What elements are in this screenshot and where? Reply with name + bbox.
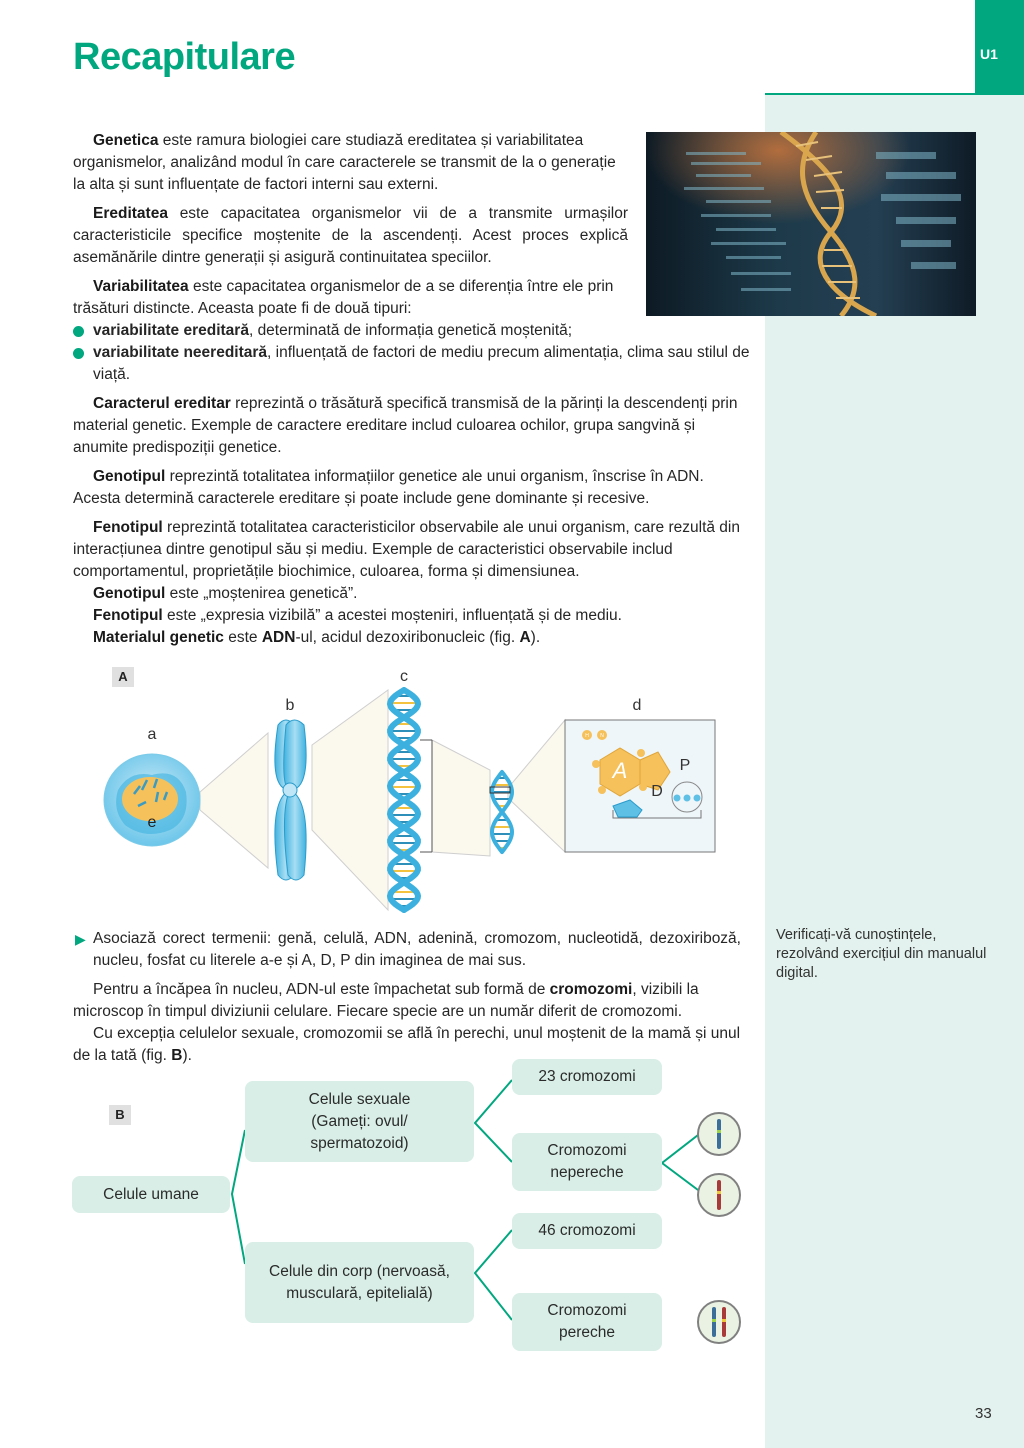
zoom-cone [312, 690, 388, 910]
letter-D: D [651, 783, 663, 800]
box-celule-corp: Celule din corp (nervoasă, musculară, epitelială) [245, 1242, 474, 1323]
figure-b-label: B [109, 1105, 131, 1125]
paragraph-text: ). [182, 1047, 192, 1064]
line-text: este „expresia vizibilă” a acestei moșteniri, influențată și de mediu. [162, 607, 622, 624]
term-ereditatea: Ereditatea [93, 205, 168, 222]
term-variabilitatea: Variabilitatea [93, 278, 189, 295]
page-number: 33 [975, 1405, 992, 1422]
paragraph-text: reprezintă o trăsătură specifică transmisă de la părinți la descendenți prin material genetic. Exemple de caractere ereditare includ culoarea ochilor, grupa sangvină și anumite predispoziții genetice. [73, 395, 738, 456]
paragraph-text: reprezintă totalitatea informațiilor genetice ale unui organism, înscrise în ADN. Acesta determină caracterele ereditare și poate include gene dominante și recesive. [73, 468, 704, 507]
sidebar-note: Verificați-vă cunoștințele, rezolvând exercițiul din manualul digital. [776, 927, 987, 981]
bullet-term: variabilitate neereditară [93, 344, 268, 361]
zoom-cone [432, 740, 490, 856]
letter-c: c [400, 668, 408, 685]
paragraph-text: Cu excepția celulelor sexuale, cromozomii se află în perechi, unul moștenit de la mamă și unul de la tată (fig. [73, 1025, 741, 1064]
chromosome-blue-icon [696, 1111, 742, 1157]
zoom-cone [200, 733, 268, 868]
paragraph-text: este capacitatea organismelor vii de a transmite urmașilor caracteristicile specifice moștenite de la ascendenți. Acest proces explică asemănările dintre generații și asigură continuitatea speciilor. [73, 205, 628, 266]
line-text: este [223, 629, 262, 646]
term-fenotipul: Fenotipul [93, 519, 163, 536]
paragraph-text: reprezintă totalitatea caracteristicilor observabile ale unui organism, care rezultă din interacțiunea dintre genotipul său și mediu. Exemple de caracteristici observabile includ comportamentul, proprietățile biochimice, culoarea, forma și dimensiunea. [73, 519, 740, 580]
zoom-cone [508, 720, 565, 852]
chromosome-illustration [275, 720, 306, 880]
bullet-item [73, 342, 753, 386]
figure-a-label: A [112, 667, 134, 687]
exercise-text: Asociază corect termenii: genă, celulă, ADN, adenină, cromozom, nucleotidă, dezoxiriboză, nucleu, fosfat cu literele a-e și A, D, P din imaginea de mai sus. [93, 930, 741, 969]
line-genotip [73, 583, 743, 605]
paragraph-genetica [73, 130, 628, 196]
atom-n: N [600, 733, 604, 739]
term-genetica: Genetica [93, 132, 159, 149]
term-genotipul: Genotipul [93, 585, 166, 602]
bullet-text: , influențată de factori de mediu precum alimentația, clima sau stilul de viață. [93, 344, 750, 383]
bullet-term: variabilitate ereditară [93, 322, 249, 339]
paragraph-text: , vizibili la microscop în timpul diviziunii celulare. Fiecare specie are un număr diferit de cromozomi. [73, 981, 699, 1020]
dna-double-helix [390, 690, 418, 910]
paragraph-ereditatea [73, 203, 628, 269]
paragraph-cromozomi [73, 979, 743, 1023]
box-23-cromozomi: 23 cromozomi [512, 1059, 662, 1095]
box-cromozomi-nepereche: Cromozomi nepereche [512, 1133, 662, 1191]
bullet-dot-icon [73, 348, 84, 359]
letter-P: P [679, 757, 691, 774]
play-arrow-icon: ▶ [75, 931, 86, 947]
paragraph-text: Pentru a încăpea în nucleu, ADN-ul este împachetat sub formă de [93, 981, 550, 998]
figure-a-diagram [90, 660, 730, 920]
bullet-text: , determinată de informația genetică moștenită; [248, 322, 573, 339]
paragraph-fenotipul [73, 517, 743, 583]
cell-illustration [104, 754, 200, 846]
page-title: Recapitulare [73, 36, 296, 78]
fig-ref-b: B [171, 1047, 183, 1064]
paragraph-caracterul [73, 393, 743, 459]
term-fenotipul: Fenotipul [93, 607, 163, 624]
bullet-item [73, 320, 753, 342]
dna-segment [492, 772, 512, 852]
chromosome-red-icon [696, 1172, 742, 1218]
dna-hero-image [646, 132, 976, 316]
line-material [73, 627, 743, 649]
box-cromozomi-pereche: Cromozomi pereche [512, 1293, 662, 1351]
fig-ref-a: A [519, 629, 531, 646]
atom-h: H [585, 733, 589, 739]
paragraph-text: este ramura biologiei care studiază ereditatea și variabilitatea organismelor, analizând modul în care caracterele se transmit de la o generație la alta și sunt influențate de factori interni sau externi. [73, 132, 616, 193]
exercise [73, 928, 741, 972]
line-fenotip [73, 605, 743, 627]
paragraph-genotipul [73, 466, 743, 510]
letter-d: d [632, 697, 642, 714]
line-text: ). [530, 629, 541, 646]
term-caracterul: Caracterul ereditar [93, 395, 231, 412]
unit-tab [975, 0, 1024, 95]
term-genotipul: Genotipul [93, 468, 166, 485]
bullet-dot-icon [73, 326, 84, 337]
letter-b: b [285, 697, 295, 714]
line-text: este „moștenirea genetică”. [165, 585, 358, 602]
unit-tab-label: U1 [980, 46, 998, 62]
header-divider [765, 93, 975, 95]
box-celule-umane: Celule umane [72, 1176, 230, 1213]
letter-A: A [612, 758, 628, 783]
paragraph-text: este capacitatea organismelor de a se diferenția între ele prin trăsături distincte. Aceasta poate fi de două tipuri: [73, 278, 614, 317]
term-adn: ADN [261, 629, 296, 646]
chromosome-pair-icon [696, 1299, 742, 1345]
box-celule-sexuale: Celule sexuale (Gameți: ovul/ spermatozoid) [245, 1081, 474, 1162]
term-cromozomi: cromozomi [549, 981, 633, 998]
line-text: -ul, acidul dezoxiribonucleic (fig. [295, 629, 520, 646]
box-46-cromozomi: 46 cromozomi [512, 1213, 662, 1249]
paragraph-variabilitatea [73, 276, 633, 320]
letter-e: e [147, 814, 157, 831]
term-material: Materialul genetic [93, 629, 224, 646]
nucleotide-box [565, 720, 715, 852]
letter-a: a [147, 726, 157, 743]
